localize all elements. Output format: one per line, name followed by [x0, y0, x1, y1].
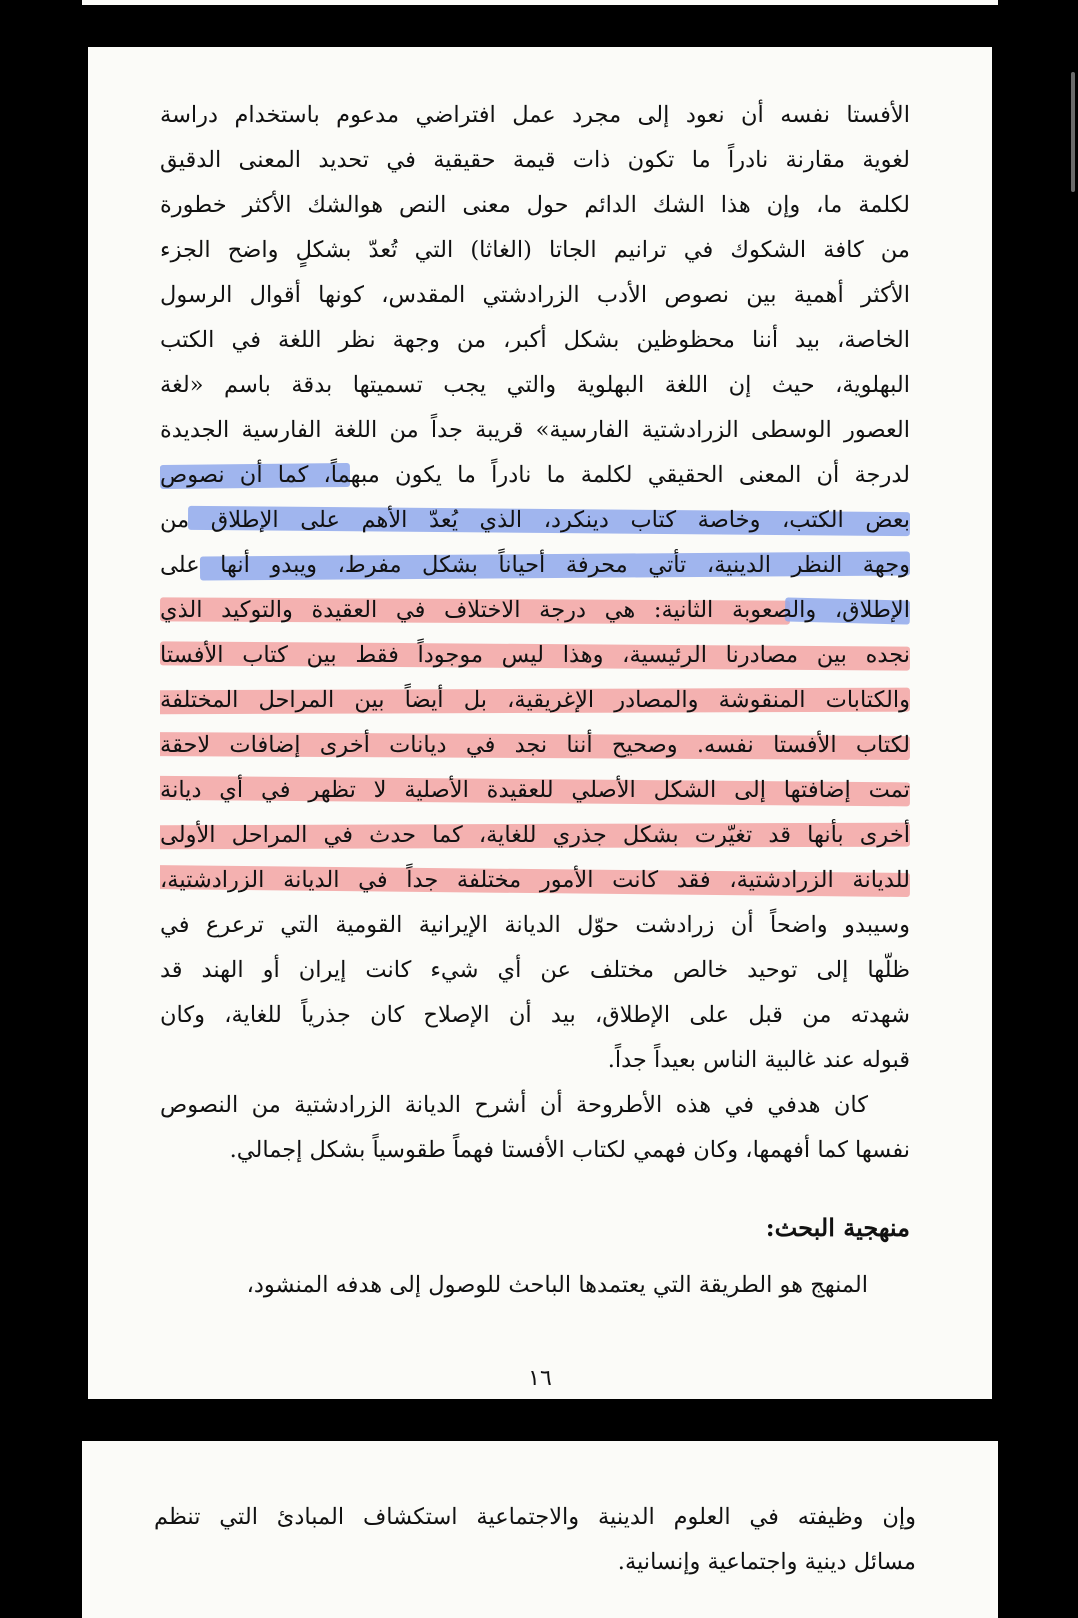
text-line-highlighted: نجده بين مصادرنا الرئيسية، وهذا ليس موجوداً فقط بين كتاب الأفستا	[160, 633, 910, 678]
text-line: الأكثر أهمية بين نصوص الأدب الزرادشتي المقدس، كونها أقوال الرسول	[160, 282, 910, 308]
text-line-highlighted: الإطلاق، والصعوبة الثانية: هي درجة الاختلاف في العقيدة والتوكيد الذي	[160, 597, 910, 623]
text-line: وإن وظيفته في العلوم الدينية والاجتماعية استكشاف المبادئ التي تنظم	[154, 1504, 916, 1530]
section-heading: منهجية البحث:	[765, 1213, 910, 1242]
text-line-highlighted: لدرجة أن المعنى الحقيقي لكلمة ما نادراً ما يكون مبهماً، كما أن نصوص	[160, 462, 910, 488]
text-line-highlighted: وجهة النظر الدينية، تأتي محرفة أحياناً بشكل مفرط، ويبدو أنها على	[160, 543, 910, 588]
page-number: ١٦	[528, 1366, 552, 1391]
text-line-highlighted: لكتاب الأفستا نفسه. وصحيح أننا نجد في ديانات أخرى إضافات لاحقة	[160, 723, 910, 768]
text-line: البهلوية، حيث إن اللغة البهلوية والتي يجب تسميتها بدقة باسم «لغة	[160, 372, 910, 398]
page-body-text	[160, 93, 910, 1308]
text-line-highlighted: أخرى بأنها قد تغيّرت بشكل جذري للغاية، كما حدث في المراحل الأولى	[160, 813, 910, 858]
text-line-highlighted: والكتابات المنقوشة والمصادر الإغريقية، بل أيضاً بين المراحل المختلفة	[160, 678, 910, 723]
text-line-highlighted: للديانة الزرادشتية، فقد كانت الأمور مختلفة جداً في الديانة الزرادشتية،	[160, 858, 910, 903]
paragraph-first-line: كان هدفي في هذه الأطروحة أن أشرح الديانة الزرادشتية من النصوص	[160, 1092, 868, 1118]
text-line: وسيبدو واضحاً أن زرادشت حوّل الديانة الإيرانية القومية التي ترعرع في	[160, 912, 910, 938]
text-line: الأفستا نفسه أن نعود إلى مجرد عمل افتراضي مدعوم باستخدام دراسة	[160, 102, 910, 128]
text-line: شهدته من قبل على الإطلاق، بيد أن الإصلاح كان جذرياً للغاية، وكان	[160, 1002, 910, 1028]
text-line: من كافة الشكوك في ترانيم الجاتا (الغاثا) التي تُعدّ بشكلٍ واضح الجزء	[160, 237, 910, 263]
text-line: الخاصة، بيد أننا محظوظين بشكل أكبر، من وجهة نظر اللغة في الكتب	[160, 327, 910, 353]
text-line: مسائل دينية واجتماعية وإنسانية.	[617, 1549, 916, 1575]
text-line: قبوله عند غالبية الناس بعيداً جداً.	[607, 1047, 910, 1073]
text-line: نفسها كما أفهمها، وكان فهمي لكتاب الأفستا فهماً طقوسياً بشكل إجمالي.	[229, 1137, 910, 1163]
page-body-text	[154, 1495, 916, 1585]
scrollbar-thumb[interactable]	[1071, 72, 1075, 192]
text-line-highlighted: بعض الكتب، وخاصة كتاب دينكرد، الذي يُعدّ الأهم على الإطلاق من	[160, 498, 910, 543]
text-line: لغوية مقارنة نادراً ما تكون ذات قيمة حقيقية في تحديد المعنى الدقيق	[160, 147, 910, 173]
next-page[interactable]	[82, 1441, 998, 1618]
page-16[interactable]	[88, 47, 992, 1399]
text-line-highlighted: تمت إضافتها إلى الشكل الأصلي للعقيدة الأصلية لا تظهر في أي ديانة	[160, 768, 910, 813]
text-line: العصور الوسطى الزرادشتية الفارسية» قريبة جداً من اللغة الفارسية الجديدة	[160, 417, 910, 443]
previous-page-edge	[82, 0, 998, 5]
paragraph-first-line: المنهج هو الطريقة التي يعتمدها الباحث للوصول إلى هدفه المنشود،	[246, 1272, 868, 1298]
text-line: لكلمة ما، وإن هذا الشك الدائم حول معنى النص هوالشك الأكثر خطورة	[160, 192, 910, 218]
text-line: ظلّها إلى توحيد خالص مختلف عن أي شيء كانت إيران أو الهند قد	[160, 957, 910, 983]
